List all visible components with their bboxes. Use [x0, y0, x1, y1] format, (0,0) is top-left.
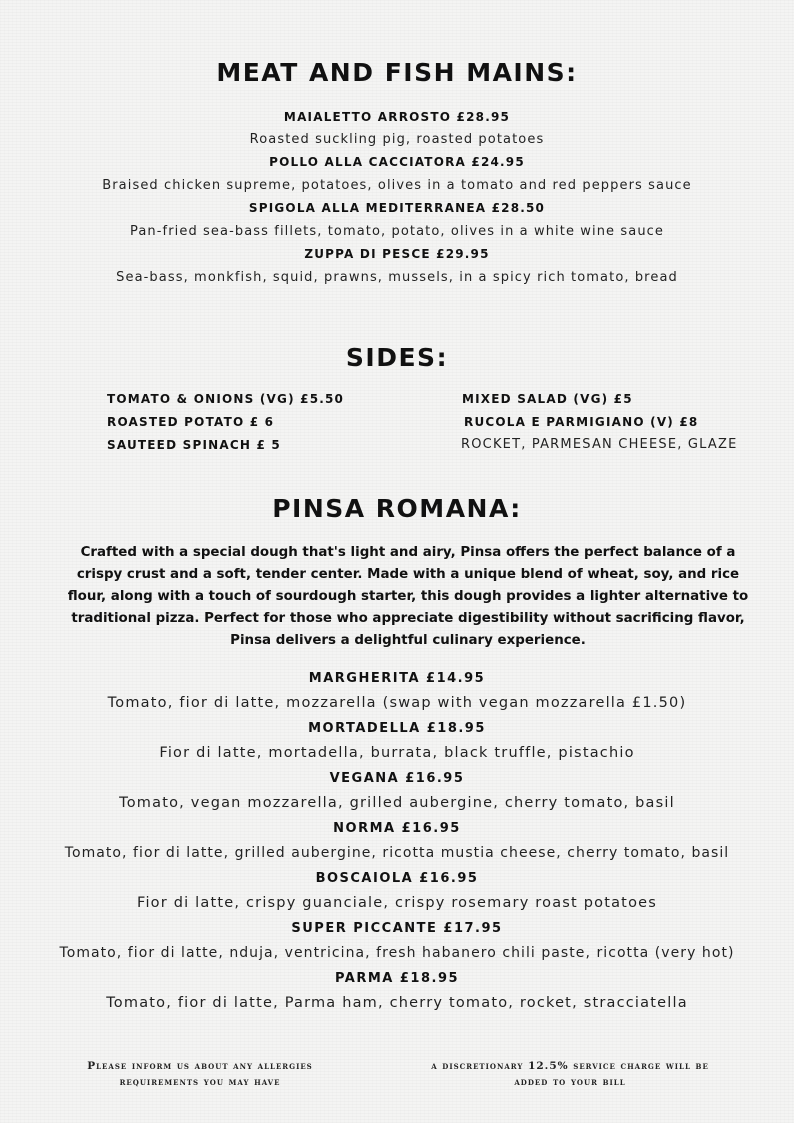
menu-item-description: Braised chicken supreme, potatoes, olives in a tomato and red peppers sauce — [102, 178, 692, 193]
sides-title: SIDES: — [345, 343, 449, 372]
service-charge-notice — [380, 1058, 760, 1090]
menu-item-name: BOSCAIOLA £16.95 — [315, 871, 479, 886]
side-item: TOMATO & ONIONS (VG) £5.50 — [107, 392, 345, 406]
mains-title: MEAT AND FISH MAINS: — [216, 58, 578, 87]
menu-item-name: SPIGOLA ALLA MEDITERRANEA £28.50 — [248, 201, 546, 215]
allergy-notice-line: requirements you may have — [119, 1076, 281, 1088]
menu-item-name: ZUPPA DI PESCE £29.95 — [304, 247, 490, 261]
side-item: RUCOLA E PARMIGIANO (V) £8 — [464, 415, 699, 429]
menu-item-name: MAIALETTO ARROSTO £28.95 — [283, 110, 511, 124]
menu-item-name: MARGHERITA £14.95 — [308, 671, 486, 686]
menu-item-name: PARMA £18.95 — [334, 971, 460, 986]
menu-item-description: Fior di latte, mortadella, burrata, black truffle, pistachio — [159, 745, 635, 761]
side-item: MIXED SALAD (VG) £5 — [462, 392, 633, 406]
menu-item-description: Sea-bass, monkfish, squid, prawns, mussels, in a spicy rich tomato, bread — [116, 270, 678, 285]
service-charge-line: a discretionary 12.5% service charge will be — [431, 1060, 709, 1072]
side-item-description: ROCKET, PARMESAN CHEESE, GLAZE — [461, 437, 738, 452]
menu-item-description: Fior di latte, crispy guanciale, crispy rosemary roast potatoes — [136, 895, 658, 911]
side-item: ROASTED POTATO £ 6 — [107, 415, 275, 429]
menu-item-name: VEGANA £16.95 — [329, 771, 465, 786]
menu-item-name: NORMA £16.95 — [333, 821, 461, 836]
menu-item-description: Roasted suckling pig, roasted potatoes — [249, 132, 545, 147]
menu-item-name: SUPER PICCANTE £17.95 — [291, 921, 503, 936]
service-charge-line: added to your bill — [514, 1076, 626, 1088]
allergy-notice-line: Please inform us about any allergies — [87, 1060, 313, 1072]
pinsa-title: PINSA ROMANA: — [272, 494, 522, 523]
menu-item-description: Tomato, fior di latte, grilled aubergine, ricotta mustia cheese, cherry tomato, basil — [64, 845, 730, 861]
menu-item-description: Tomato, fior di latte, mozzarella (swap with vegan mozzarella £1.50) — [107, 695, 687, 711]
menu-item-name: POLLO ALLA CACCIATORA £24.95 — [269, 155, 525, 169]
menu-item-description: Pan-fried sea-bass fillets, tomato, potato, olives in a white wine sauce — [129, 224, 665, 239]
allergy-notice — [40, 1058, 360, 1090]
menu-item-name: MORTADELLA £18.95 — [308, 721, 486, 736]
menu-item-description: Tomato, fior di latte, Parma ham, cherry tomato, rocket, stracciatella — [106, 995, 688, 1011]
pinsa-intro: Crafted with a special dough that's light and airy, Pinsa offers the perfect balance of a crispy crust and a soft, tender center. Made with a unique blend of wheat, soy, and rice flour, along with a touch of sourdough starter, this dough provides a lighter alternative to traditional pizza. Perfect for those who appreciate digestibility without sacrificing flavor, Pinsa delivers a delightful culinary experience. — [67, 545, 749, 648]
menu-item-description: Tomato, vegan mozzarella, grilled aubergine, cherry tomato, basil — [119, 795, 675, 811]
menu-item-description: Tomato, fior di latte, nduja, ventricina, fresh habanero chili paste, ricotta (very hot) — [59, 945, 735, 961]
side-item: SAUTEED SPINACH £ 5 — [107, 438, 281, 452]
